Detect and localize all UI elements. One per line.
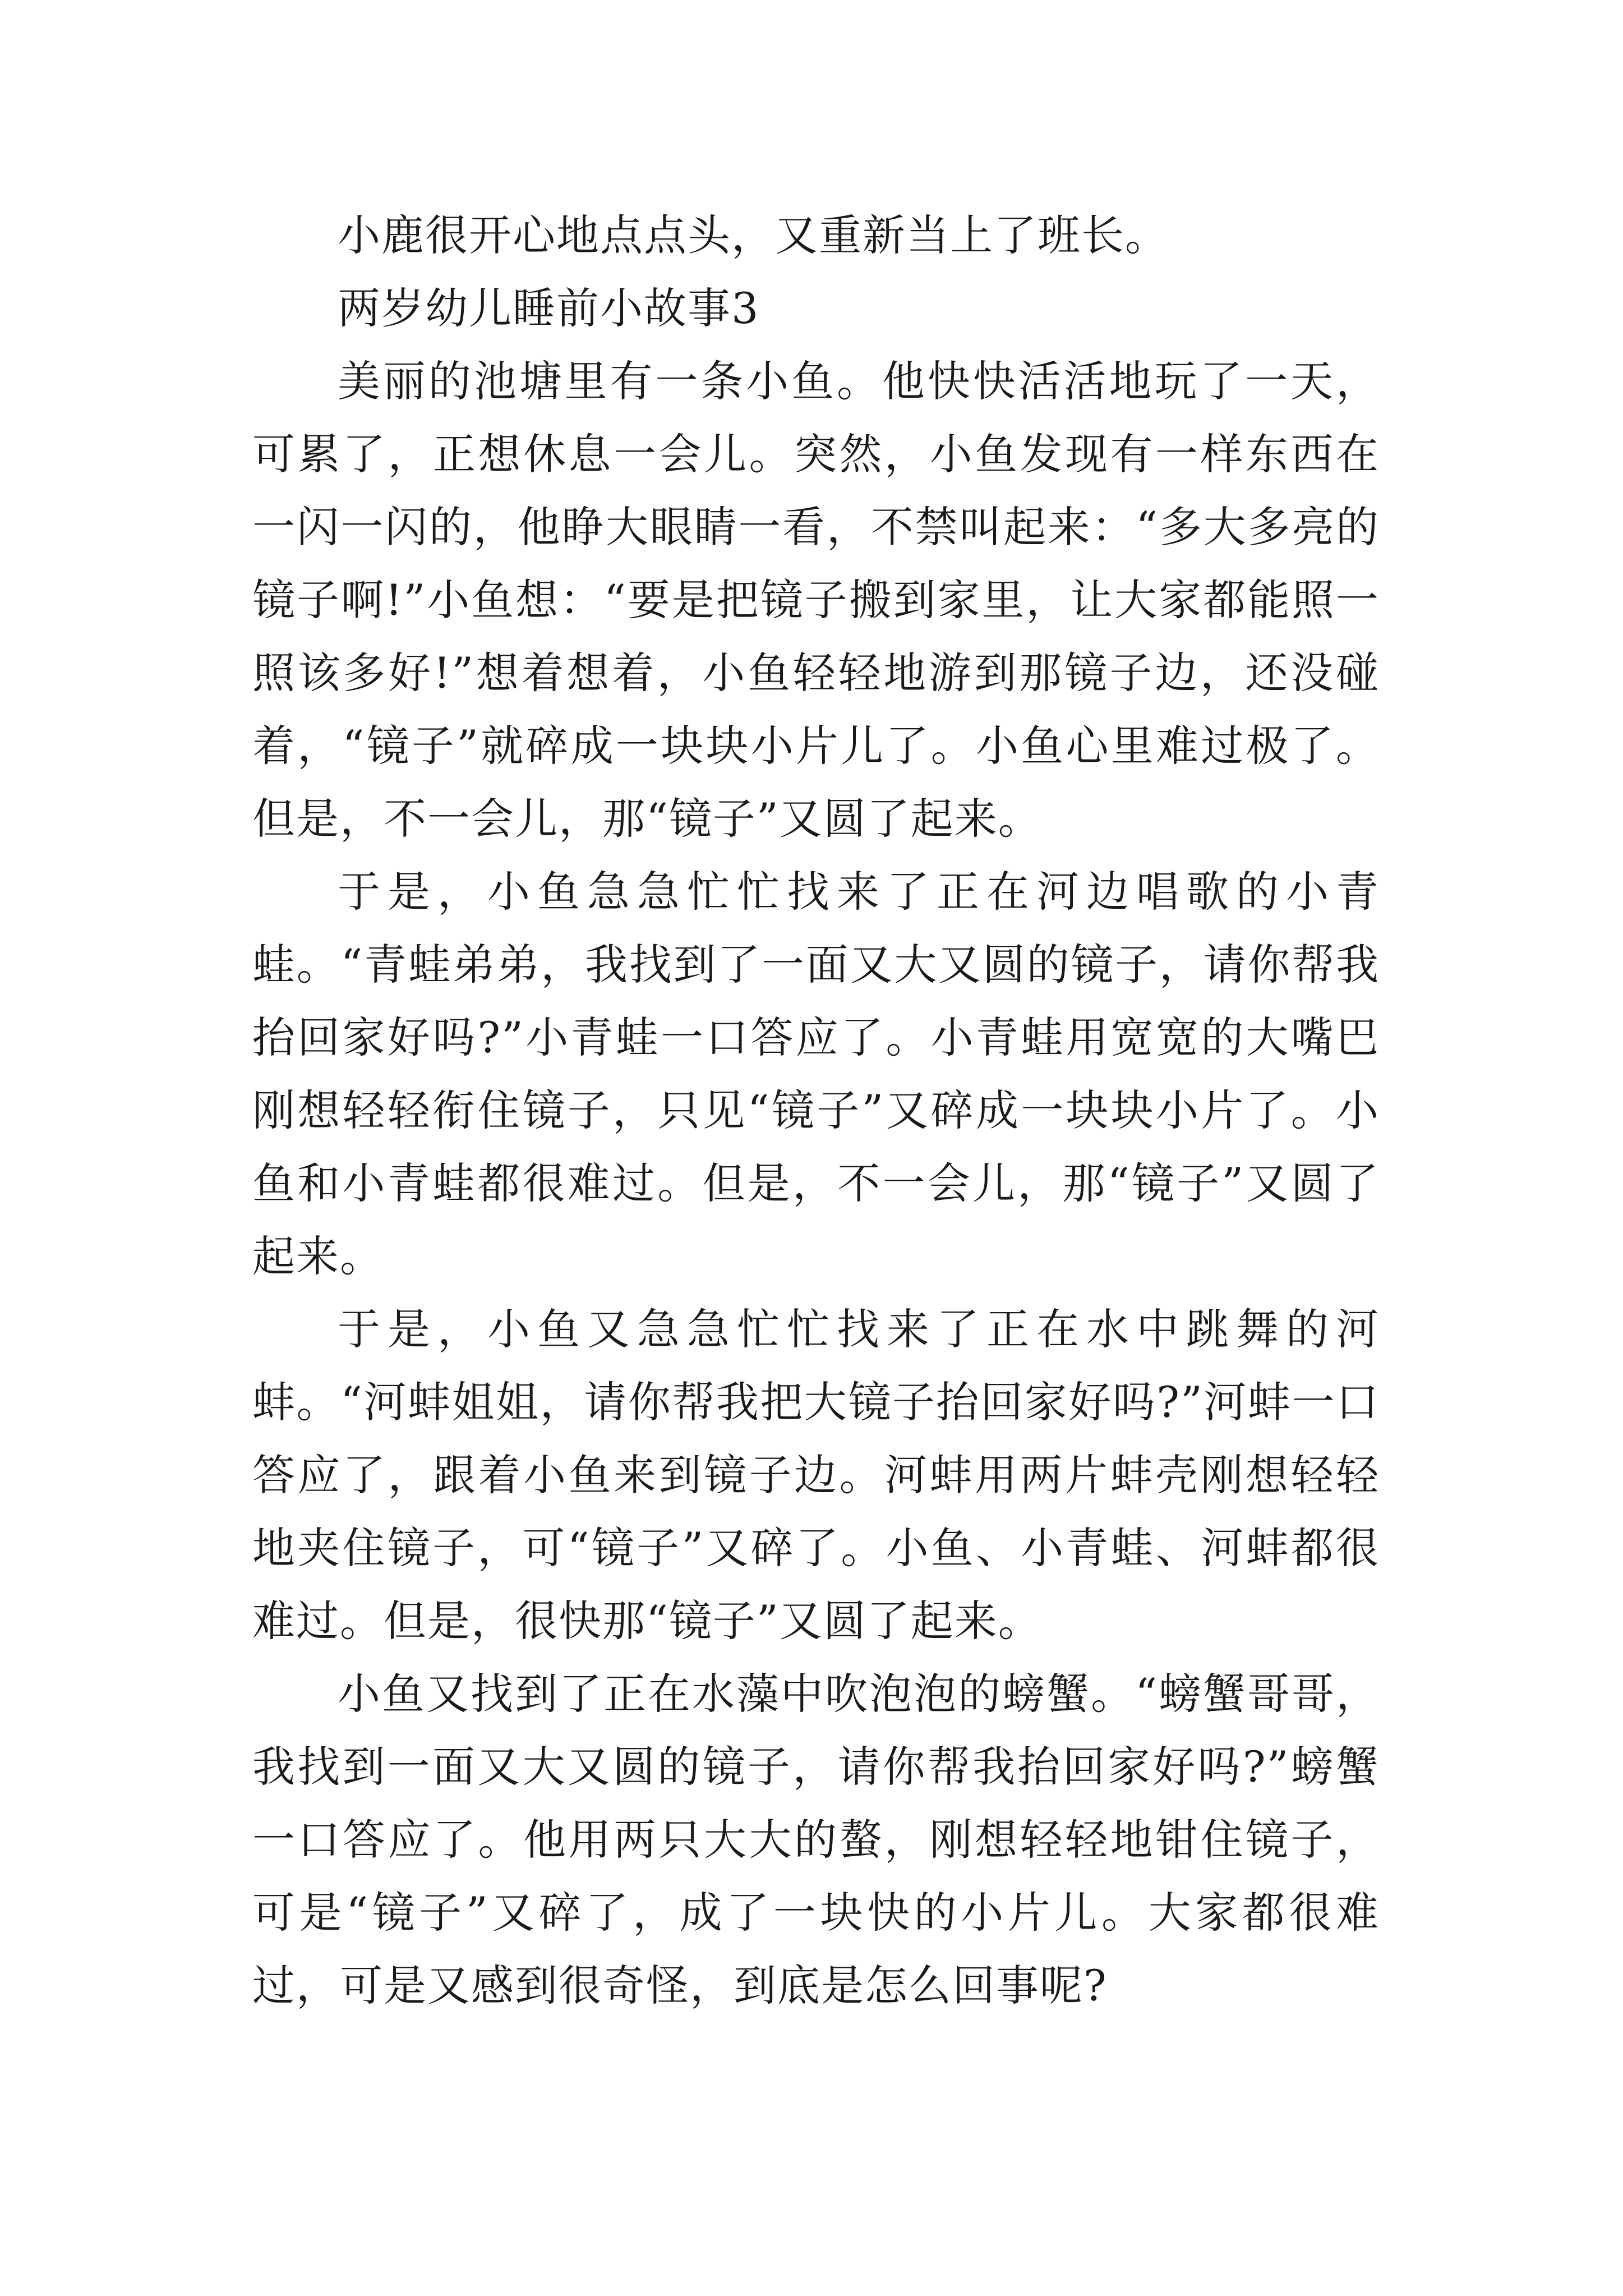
paragraph-closing-line: 小鹿很开心地点点头，又重新当上了班长。 xyxy=(338,210,1169,260)
paragraph: 小鱼又找到了正在水藻中吹泡泡的螃蟹。“螃蟹哥哥，我找到一面又大又圆的镜子，请你帮我抬回家好吗?”螃蟹一口答应了。他用两只大大的螯，刚想轻轻地钳住镜子，可是“镜子”又碎了，成了一块快的小片儿。大家都很难过，可是又感到很奇怪，到底是怎么回事呢? xyxy=(252,1669,1380,2010)
story-heading: 两岁幼儿睡前小故事3 xyxy=(338,283,760,333)
paragraph: 于是，小鱼急急忙忙找来了正在河边唱歌的小青蛙。“青蛙弟弟，我找到了一面又大又圆的镜子，请你帮我抬回家好吗?”小青蛙一口答应了。小青蛙用宽宽的大嘴巴刚想轻轻衔住镜子，只见“镜子”又碎成一块块小片了。小鱼和小青蛙都很难过。但是，不一会儿，那“镜子”又圆了起来。 xyxy=(252,867,1380,1281)
paragraph: 美丽的池塘里有一条小鱼。他快快活活地玩了一天，可累了，正想休息一会儿。突然，小鱼发现有一样东西在一闪一闪的，他睁大眼睛一看，不禁叫起来：“多大多亮的镜子啊!”小鱼想：“要是把镜子搬到家里，让大家都能照一照该多好!”想着想着，小鱼轻轻地游到那镜子边，还没碰着，“镜子”就碎成一块块小片儿了。小鱼心里难过极了。但是，不一会儿，那“镜子”又圆了起来。 xyxy=(252,356,1380,844)
paragraph: 于是，小鱼又急急忙忙找来了正在水中跳舞的河蚌。“河蚌姐姐，请你帮我把大镜子抬回家好吗?”河蚌一口答应了，跟着小鱼来到镜子边。河蚌用两片蚌壳刚想轻轻地夹住镜子，可“镜子”又碎了。小鱼、小青蛙、河蚌都很难过。但是，很快那“镜子”又圆了起来。 xyxy=(252,1304,1380,1646)
document-body xyxy=(252,199,1380,2022)
